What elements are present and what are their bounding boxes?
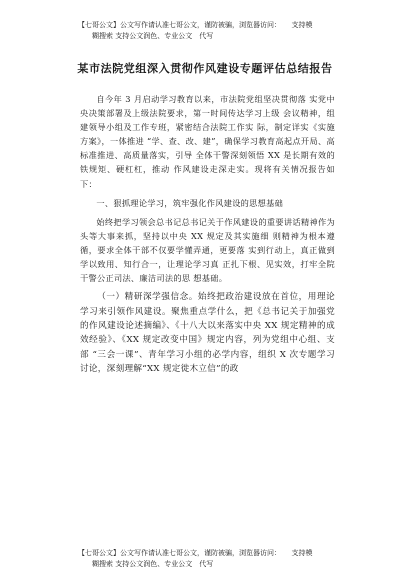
footer-watermark-note bbox=[78, 548, 378, 570]
header-note-line1: 【七哥公文】公文写作请认准七哥公文，谨防被骗，浏览器访问： 支持模 bbox=[78, 21, 313, 29]
header-watermark-note bbox=[78, 20, 378, 42]
document-title: 某市法院党组深入贯彻作风建设专题评估总结报告 bbox=[77, 62, 333, 75]
header-note-line2: 糊搜索 支持公文润色、专业公文 代写 bbox=[92, 32, 214, 40]
footer-note-line1: 【七哥公文】公文写作请认准七哥公文，谨防被骗，浏览器访问： 支持模 bbox=[78, 549, 313, 557]
footer-note-line2: 糊搜索 支持公文润色、专业公文 代写 bbox=[92, 560, 214, 568]
intro-paragraph: 自今年 3 月启动学习教育以来，市法院党组坚决贯彻落 实党中央决策部署及上级法院要求，第一时间传达学习上级 会议精神，组建领导小组及工作专班，紧密结合法院工作实 际，制定详实《实施方案》，一体推进 “学、查、改、建”，确保学习教育高起点开局、高标准推进、高质量落实，引导 全体干警深刻领悟 XX 是长期有效的铁规矩、硬杠杠，推动 作风建设走深走实。现将有关情况报告如下： bbox=[80, 94, 335, 189]
document-body bbox=[80, 92, 335, 377]
section-heading-1: 一、狠抓理论学习，筑牢强化作风建设的思想基础 bbox=[96, 197, 284, 208]
section-1-paragraph: 始终把学习领会总书记总书记关于作风建设的重要讲话精神作为头等大事来抓，坚持以中央 XX 规定及其实施细 则精神为根本遵循，要求全体干部不仅要学懂弄通，更要落 实到行动上，真正做到学以致用、知行合一，让理论学习真 正扎下根、见实效，打牢全院干警公正司法、廉洁司法的思 想基础。 bbox=[80, 216, 335, 284]
subsection-1-paragraph: （一）精研深学强信念。始终把政治建设放在首位，用理论学习来引领作风建设。聚焦重点学什么，把《总书记关于加强党的作风建设论述摘编》、《十八大以来落实中央 XX 规定精神的成效经验》、《XX 规定改变中国》规定内容，列为党组中心组、支部 “三会一课”、青年学习小组的必学内容，组织 X 次专题学习讨论，深刻理解“XX 规定徙木立信”的政 bbox=[80, 292, 335, 375]
